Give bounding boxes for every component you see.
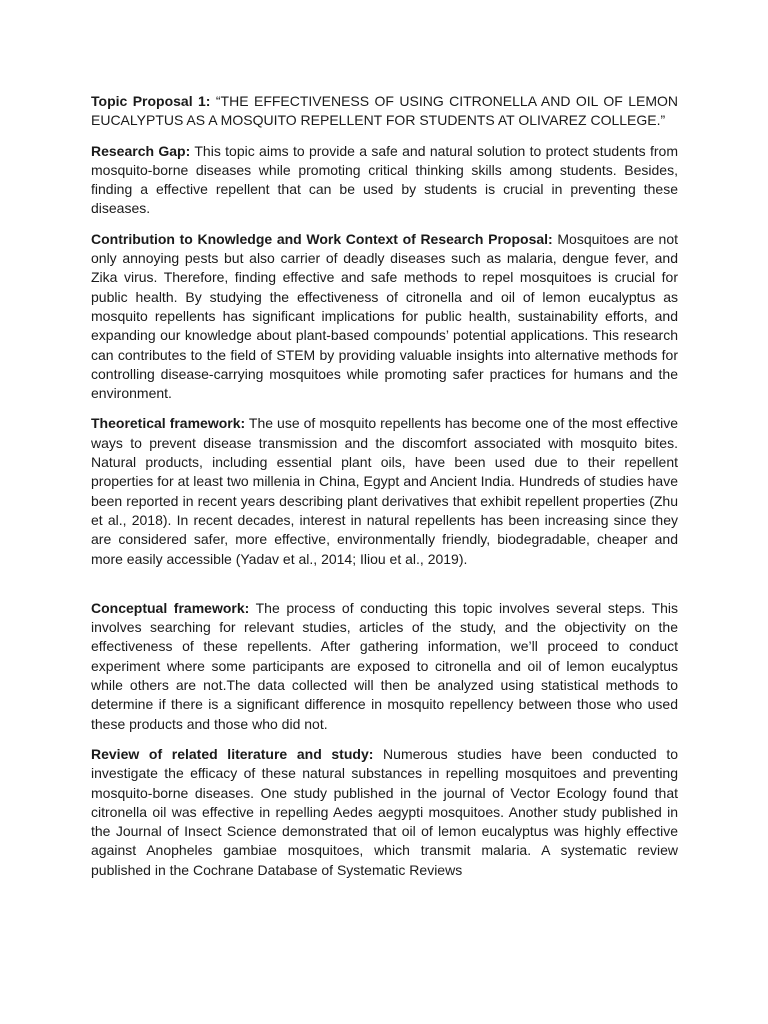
research-gap-label: Research Gap: [91, 142, 191, 159]
topic-proposal-text: “THE EFFECTIVENESS OF USING CITRONELLA AND OIL OF LEMON EUCALYPTUS AS A MOSQUITO REPELLENT FOR STUDENTS AT OLIVAREZ COLLEGE.” [91, 93, 678, 129]
conceptual-framework-paragraph [91, 599, 678, 734]
conceptual-framework-label: Conceptual framework: [91, 599, 250, 616]
research-gap-text: This topic aims to provide a safe and natural solution to protect students from mosquito-borne diseases while promoting critical thinking skills among students. Besides, finding a effective repellent that can be used by students is crucial in preventing these diseases. [91, 142, 678, 217]
literature-review-label: Review of related literature and study: [91, 745, 374, 762]
research-gap-paragraph [91, 142, 678, 219]
topic-proposal-label: Topic Proposal 1: [91, 93, 211, 109]
document-page [91, 92, 678, 891]
contribution-label: Contribution to Knowledge and Work Context of Research Proposal: [91, 230, 553, 247]
contribution-paragraph [91, 230, 678, 404]
contribution-text: Mosquitoes are not only annoying pests but also carrier of deadly diseases such as malaria, dengue fever, and Zika virus. Therefore, finding effective and safe methods to repel mosquitoes is crucial for public health. By studying the effectiveness of citronella and oil of lemon eucalyptus as mosquito repellents has significant implications for public health, sustainability efforts, and expanding our knowledge about plant-based compounds’ potential applications. This research can contributes to the field of STEM by providing valuable insights into alternative methods for controlling disease-carrying mosquitoes while promoting safer practices for humans and the environment. [91, 230, 678, 402]
theoretical-framework-text: The use of mosquito repellents has become one of the most effective ways to prevent disease transmission and the discomfort associated with mosquito bites. Natural products, including essential plant oils, have been used due to their repellent properties for at least two millenia in China, Egypt and Ancient India. Hundreds of studies have been reported in recent years describing plant derivatives that exhibit repellent properties (Zhu et al., 2018). In recent decades, interest in natural repellents has been increasing since they are considered safer, more effective, environmentally friendly, biodegradable, cheaper and more easily accessible (Yadav et al., 2014; Iliou et al., 2019). [91, 415, 678, 567]
literature-review-paragraph [91, 745, 678, 880]
theoretical-framework-paragraph [91, 414, 678, 568]
literature-review-text: Numerous studies have been conducted to investigate the efficacy of these natural substances in repelling mosquitoes and preventing mosquito-borne diseases. One study published in the journal of Vector Ecology found that citronella oil was effective in repelling Aedes aegypti mosquitoes. Another study published in the Journal of Insect Science demonstrated that oil of lemon eucalyptus was highly effective against Anopheles gambiae mosquitoes, which transmit malaria. A systematic review published in the Cochrane Database of Systematic Reviews [91, 745, 679, 878]
conceptual-framework-text: The process of conducting this topic involves several steps. This involves searching for relevant studies, articles of the study, and the objectivity on the effectiveness of these repellents. After gathering information, we’ll proceed to conduct experiment where some participants are exposed to citronella and oil of lemon eucalyptus while others are not.The data collected will then be analyzed using statistical methods to determine if there is a significant difference in mosquito repellency between those who used these products and those who did not. [91, 599, 678, 732]
topic-proposal-paragraph [91, 92, 678, 131]
theoretical-framework-label: Theoretical framework: [91, 415, 246, 432]
